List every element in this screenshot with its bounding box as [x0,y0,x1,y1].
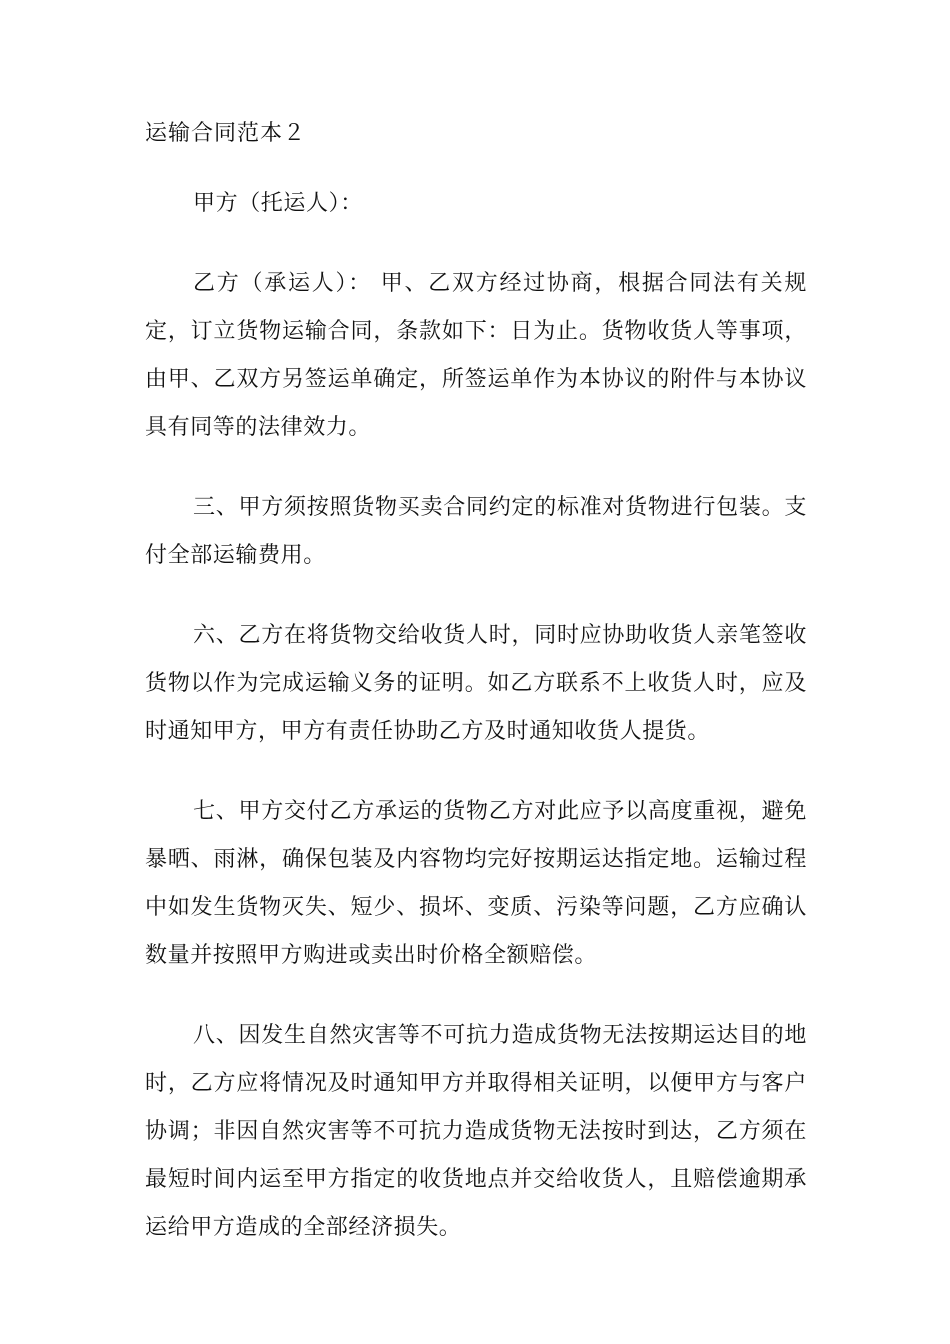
party-a-paragraph: 甲方（托运人）： [193,191,363,216]
clause-seven-paragraph: 七、甲方交付乙方承运的货物乙方对此应予以高度重视，避免暴晒、雨淋，确保包装及内容物均完好按期运达指定地。运输过程中如发生货物灭失、短少、损坏、变质、污染等问题，乙方应确认数量并按照甲方购进或卖出时价格全额赔偿。 [145,799,807,968]
document-body [145,112,807,1252]
clause-six-paragraph: 六、乙方在将货物交给收货人时，同时应协助收货人亲笔签收货物以作为完成运输义务的证明。如乙方联系不上收货人时，应及时通知甲方，甲方有责任协助乙方及时通知收货人提货。 [145,623,807,744]
party-b-paragraph: 乙方（承运人）： 甲、乙双方经过协商，根据合同法有关规定，订立货物运输合同，条款如下：日为止。货物收货人等事项，由甲、乙双方另签运单确定，所签运单作为本协议的附件与本协议具有同等的法律效力。 [145,271,807,440]
clause-eight-paragraph: 八、因发生自然灾害等不可抗力造成货物无法按期运达目的地时，乙方应将情况及时通知甲方并取得相关证明，以便甲方与客户协调；非因自然灾害等不可抗力造成货物无法按时到达，乙方须在最短时间内运至甲方指定的收货地点并交给收货人，且赔偿逾期承运给甲方造成的全部经济损失。 [145,1023,807,1240]
clause-three-paragraph: 三、甲方须按照货物买卖合同约定的标准对货物进行包装。支付全部运输费用。 [145,495,807,568]
document-title: 运输合同范本２ [145,121,307,146]
